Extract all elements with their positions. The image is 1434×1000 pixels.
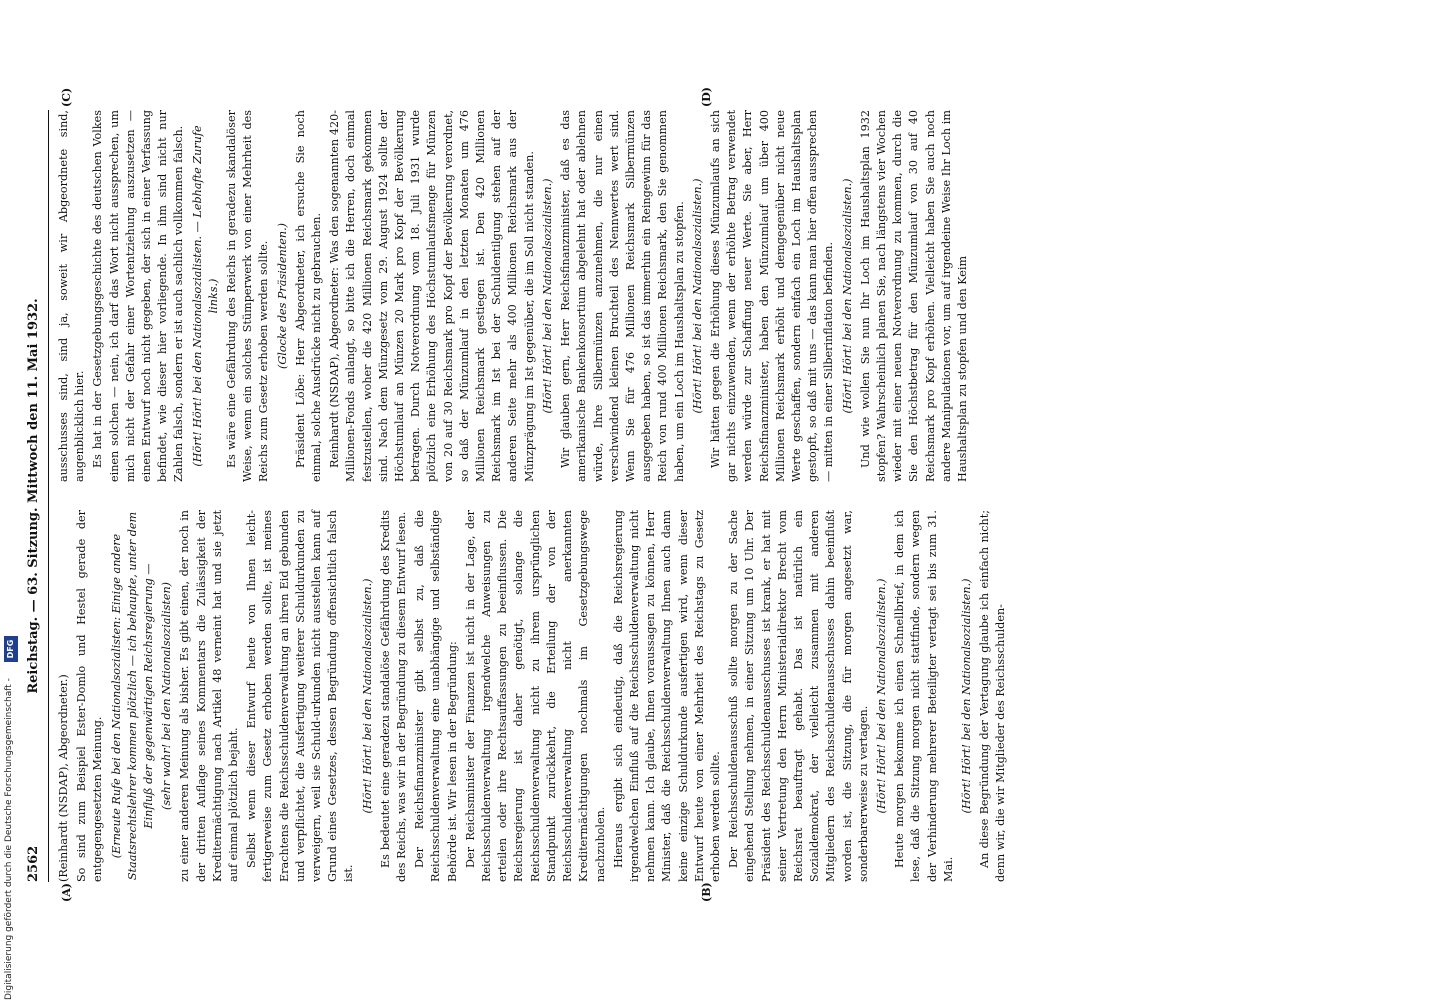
paragraph: zu einer anderen Meinung als bisher. Es gibt einen, der noch in der dritten Auflage seines Kommentars die Zulässigkeit der Kreditermächtigung nach Artikel 48 verneint hat und sie jetzt auf einmal plötzlich bejaht. [178, 510, 241, 882]
paragraph: Und wie wollen Sie nun Ihr Loch im Haushaltsplan 1932 stopfen? Wahrscheinlich planen Sie, nach längstens vier Wochen wieder mit einer neuen Notverordnung zu kommen, durch die Sie den Höchstbetrag für den Münzumlauf von 30 auf 40 Reichsmark pro Kopf erhöhen. Vielleicht haben Sie auch noch andere Manipulationen vor, um auf irgendeine Weise Ihr Loch im Haushaltsplan zu stopfen und den Keim [858, 110, 969, 482]
paragraph: Hieraus ergibt sich eindeutig, daß die Reichsregierung irgendwelchen Einfluß auf die Reichsschuldenverwaltung nicht nehmen kann. Ich glaube, Ihnen voraussagen zu können, Herr Minister, daß die Reichsschuldenverwaltung Ihnen auch dann keine einzige Schuldurkunde ausfertigen wird, wenn dieser Entwurf heute von einer Mehrheit des Reichstags zu Gesetz erhoben werden sollte. [611, 510, 722, 882]
paragraph: Reinhardt (NSDAP), Abgeordneter: Was den sogenannten 420-Millionen-Fonds anlangt, so bitte ich die Herren, doch einmal festzustellen, woher die 420 Millionen Reichsmark gekommen sind. Nach dem Münzgesetz vom 29. August 1924 sollte der Höchstumlauf an Münzen 20 Mark pro Kopf der Bevölkerung betragen. Durch Notverordnung vom 18. Juli 1931 wurde plötzlich eine Erhöhung des Höchstumlaufsmenge für Münzen von 20 auf 30 Reichsmark pro Kopf der Bevölkerung verordnet, so daß der Münzumlauf in den letzten Monaten um 476 Millionen Reichsmark gestiegen ist. Den 420 Millionen Reichsmark im Ist bei der Schuldentilgung stehen auf der anderen Seite mehr als 400 Millionen Reichsmark aus der Münzprägung im Ist gegenüber, die im Soll nicht standen. [328, 110, 536, 482]
margin-mark-b: (B) [700, 882, 713, 902]
paragraph: (Reinhardt (NSDAP), Abgeordneter.) [57, 674, 70, 882]
paragraph: Wir glauben gern, Herr Reichsfinanzminister, daß es das amerikanische Bankenkonsortium abgelehnt hat oder ablehnen würde, Ihre Silbermünzen anzunehmen, die nur einen verschwindend kleinen Bruchteil des Nennwertes wert sind. Wenn Sie für 476 Millionen Reichsmark Silbermünzen ausgegeben haben, so ist das immerhin ein Reingewinn für das Reich von rund 400 Millionen Reichsmark, den Sie genommen haben, um ein Loch im Haushaltsplan zu stopfen. [559, 110, 686, 482]
paragraph: Es hat in der Gesetzgebungsgeschichte des deutschen Volkes einen solchen — nein, ich darf das Wort nicht aussprechen, um mich nicht der Gefahr einer Wortentziehung auszusetzen — einen Entwurf noch nicht gegeben, der sich in einer Verfassung befindet, wie dieser hier vorliegende. In ihm sind nicht nur Zahlen falsch, sondern er ist auch sachlich vollkommen falsch. [91, 110, 186, 482]
interjection: (sehr wahr! bei den Nationalsozialisten) [160, 581, 174, 811]
interjection: (Hört! Hört! bei den Nationalsozialisten.) [690, 178, 704, 414]
paragraph: Präsident Löbe: Herr Abgeordneter, ich ersuche Sie noch einmal, solche Ausdrücke nicht zu gebrauchen. [293, 110, 324, 482]
paragraph: Wir hätten gegen die Erhöhung dieses Münzumlaufs an sich gar nichts einzuwenden, wenn der erhöhte Betrag verwendet werden würde zur Schaffung neuer Werte. Sie aber, Herr Reichsfinanzminister, haben den Münzumlauf um über 400 Millionen Reichsmark erhöht und demgegenüber nicht neue Werte geschaffen, sondern einfach ein Loch im Haushaltsplan gestopft, so daß mit uns — das kann man hier offen aussprechen — mitten in einer Silberinflation befinden. [708, 110, 836, 482]
interjection: (Hört! Hört! bei den Nationalsozialisten.) [959, 578, 973, 814]
footer-credit: Digitalisierung gefördert durch die Deutsche Forschungsgemeinschaft - [4, 678, 14, 1000]
dfg-logo: DFG [4, 636, 18, 662]
interjection: (Glocke des Präsidenten.) [275, 223, 289, 370]
page-header [22, 110, 46, 882]
interjection: (Hört! Hört! bei den Nationalsozialisten.) [360, 578, 374, 814]
interjection: (Hört! Hört! bei den Nationalsozialisten.) [840, 178, 854, 414]
paragraph: So sind zum Beispiel Ester-Domlo und Hestel gerade der entgegengesetzten Meinung. [75, 510, 105, 882]
margin-mark-c: (C) [60, 87, 73, 107]
footer [4, 0, 24, 1000]
margin-mark-a: (A) [60, 883, 73, 902]
paragraph: Der Reichsminister der Finanzen ist nicht in der Lage, der Reichsschuldenverwaltung irgendwelche Anweisungen zu erteilen oder ihre Rechtsauffassungen zu beeinflussen. Die Reichsregierung ist daher genötigt, solange die Reichsschuldenverwaltung nicht zu ihrem ursprünglichen Standpunkt zurückkehrt, die Erteilung der von der Reichsschuldenverwaltung nicht anerkannten Kreditermächtigungen nochmals im Gesetzgebungswege nachzuholen. [463, 510, 607, 882]
paragraph: Der Reichsfinanzminister gibt selbst zu, daß die Reichsschuldenverwaltung eine unabhängige und selbständige Behörde ist. Wir lesen in der Begründung: [413, 510, 459, 882]
paragraph: Heute morgen bekomme ich einen Schnellbrief, in dem ich lese, daß die Sitzung morgen nicht stattfinde, sondern wegen der Verhinderung mehrerer Beteiligter vertagt sei bis zum 31. Mai. [893, 510, 955, 882]
left-column [56, 510, 1012, 882]
paragraph: ausschusses sind, sind ja, soweit wir Abgeordnete sind, augenblicklich hier. [57, 110, 87, 482]
paragraph: Es bedeutet eine geradezu standalöse Gefährdung des Kredits des Reichs, was wir in der Begründung zu diesem Entwurf lesen. [378, 510, 409, 882]
page-number: 2562 [26, 845, 41, 882]
header-rule [48, 110, 49, 882]
paragraph: Der Reichsschuldenausschuß sollte morgen zu der Sache eingehend Stellung nehmen, in einer Sitzung um 10 Uhr. Der Präsident des Reichsschuldenausschusses ist krank, er hat mit seiner Vertretung den Herrn Ministerialdirektor Brecht vom Reichsrat beauftragt gehabt. Das ist natürlich ein Sozialdemokrat, der vielleicht zusammen mit anderen Mitgliedern des Reichsschuldenausschusses dahin beeinflußt worden ist, die Sitzung, die für morgen angesetzt war, sonderbarerweise zu vertagen. [727, 510, 870, 882]
interjection: (Erneute Rufe bei den Nationalsozialisten: Einige andere Staatsrechtslehrer kommen plötzlich — ich behaupte, unter dem Einfluß der gegenwärtigen Reichsregierung — [109, 511, 156, 881]
right-column [56, 110, 973, 482]
page-title: Reichstag. — 63. Sitzung. Mittwoch den 11. Mai 1932. [26, 298, 41, 694]
paragraph: An diese Begründung der Vertagung glaube ich einfach nicht; denn wir, die wir Mitglieder des Reichsschulden- [978, 510, 1008, 882]
paragraph: Selbst wenn dieser Entwurf heute von Ihnen leicht-fertigerweise zum Gesetz erhoben werden sollte, ist meines Erachtens die Reichsschuldenverwaltung an ihren Eid gebunden und verpflichtet, die Ausfertigung weiterer Schuldurkunden zu verweigern, weil sie Schuld-urkunden nicht ausstellen kann auf Grund eines Gesetzes, dessen Begründung offensichtlich falsch ist. [245, 510, 356, 882]
interjection: (Hört! Hört! bei den Nationalsozialisten.) [874, 578, 888, 814]
interjection: (Hört! Hört! bei den Nationalsozialisten.) [540, 178, 554, 414]
margin-mark-d: (D) [700, 87, 713, 107]
paragraph: Es wäre eine Gefährdung des Reichs in geradezu skandalöser Weise, wenn ein solches Stümperwerk von einer Mehrheit des Reichs zum Gesetz erhoben werden sollte. [225, 110, 271, 482]
interjection: (Hört! Hört! bei den Nationalsozialisten. — Lebhafte Zurufe links.) [190, 125, 220, 467]
